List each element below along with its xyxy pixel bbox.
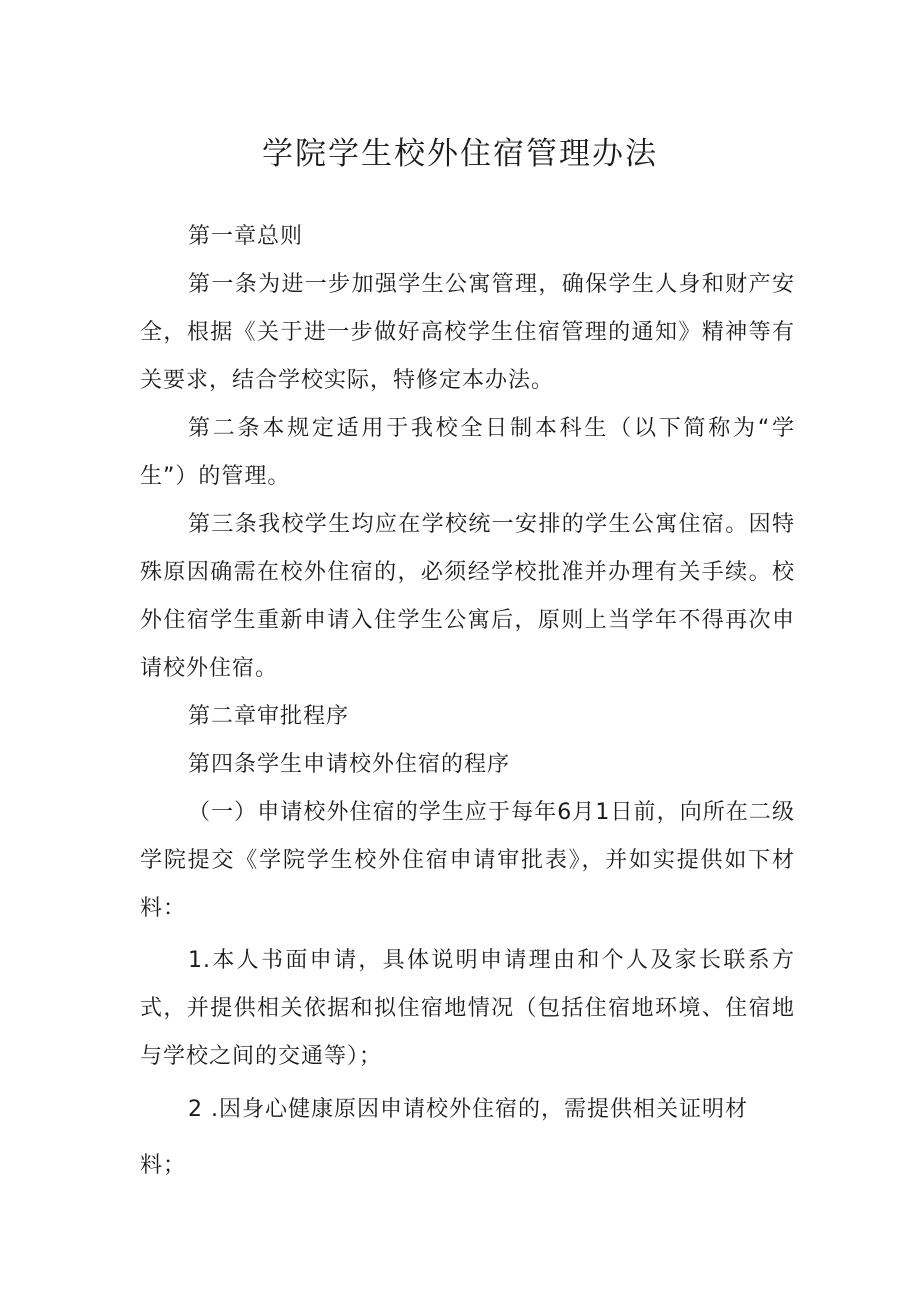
article-2: 第二条本规定适用于我校全日制本科生（以下简称为“学生”）的管理。 [140, 416, 795, 489]
chapter-2-heading: 第二章审批程序 [188, 704, 350, 729]
document-title: 学院学生校外住宿管理办法 [262, 136, 658, 172]
article-3: 第三条我校学生均应在学校统一安排的学生公寓住宿。因特殊原因确需在校外住宿的，必须经学校批准并办理有关手续。校外住宿学生重新申请入住学生公寓后，原则上当学年不得再次申请校外住宿。 [140, 512, 795, 681]
article-4-heading: 第四条学生申请校外住宿的程序 [188, 752, 511, 777]
item-1: 1.本人书面申请，具体说明申请理由和个人及家长联系方式，并提供相关依据和拟住宿地情况（包括住宿地环境、住宿地与学校之间的交通等）； [140, 948, 795, 1069]
item-2-line-1: 2 .因身心健康原因申请校外住宿的，需提供相关证明材 [188, 1097, 748, 1122]
clause-1: （一）申请校外住宿的学生应于每年6月1日前，向所在二级学院提交《学院学生校外住宿申请审批表》，并如实提供如下材料： [140, 800, 795, 921]
item-2-line-2: 料； [140, 1153, 187, 1178]
chapter-1-heading: 第一章总则 [188, 224, 304, 249]
article-1: 第一条为进一步加强学生公寓管理，确保学生人身和财产安全，根据《关于进一步做好高校学生住宿管理的通知》精神等有关要求，结合学校实际，特修定本办法。 [140, 272, 795, 393]
